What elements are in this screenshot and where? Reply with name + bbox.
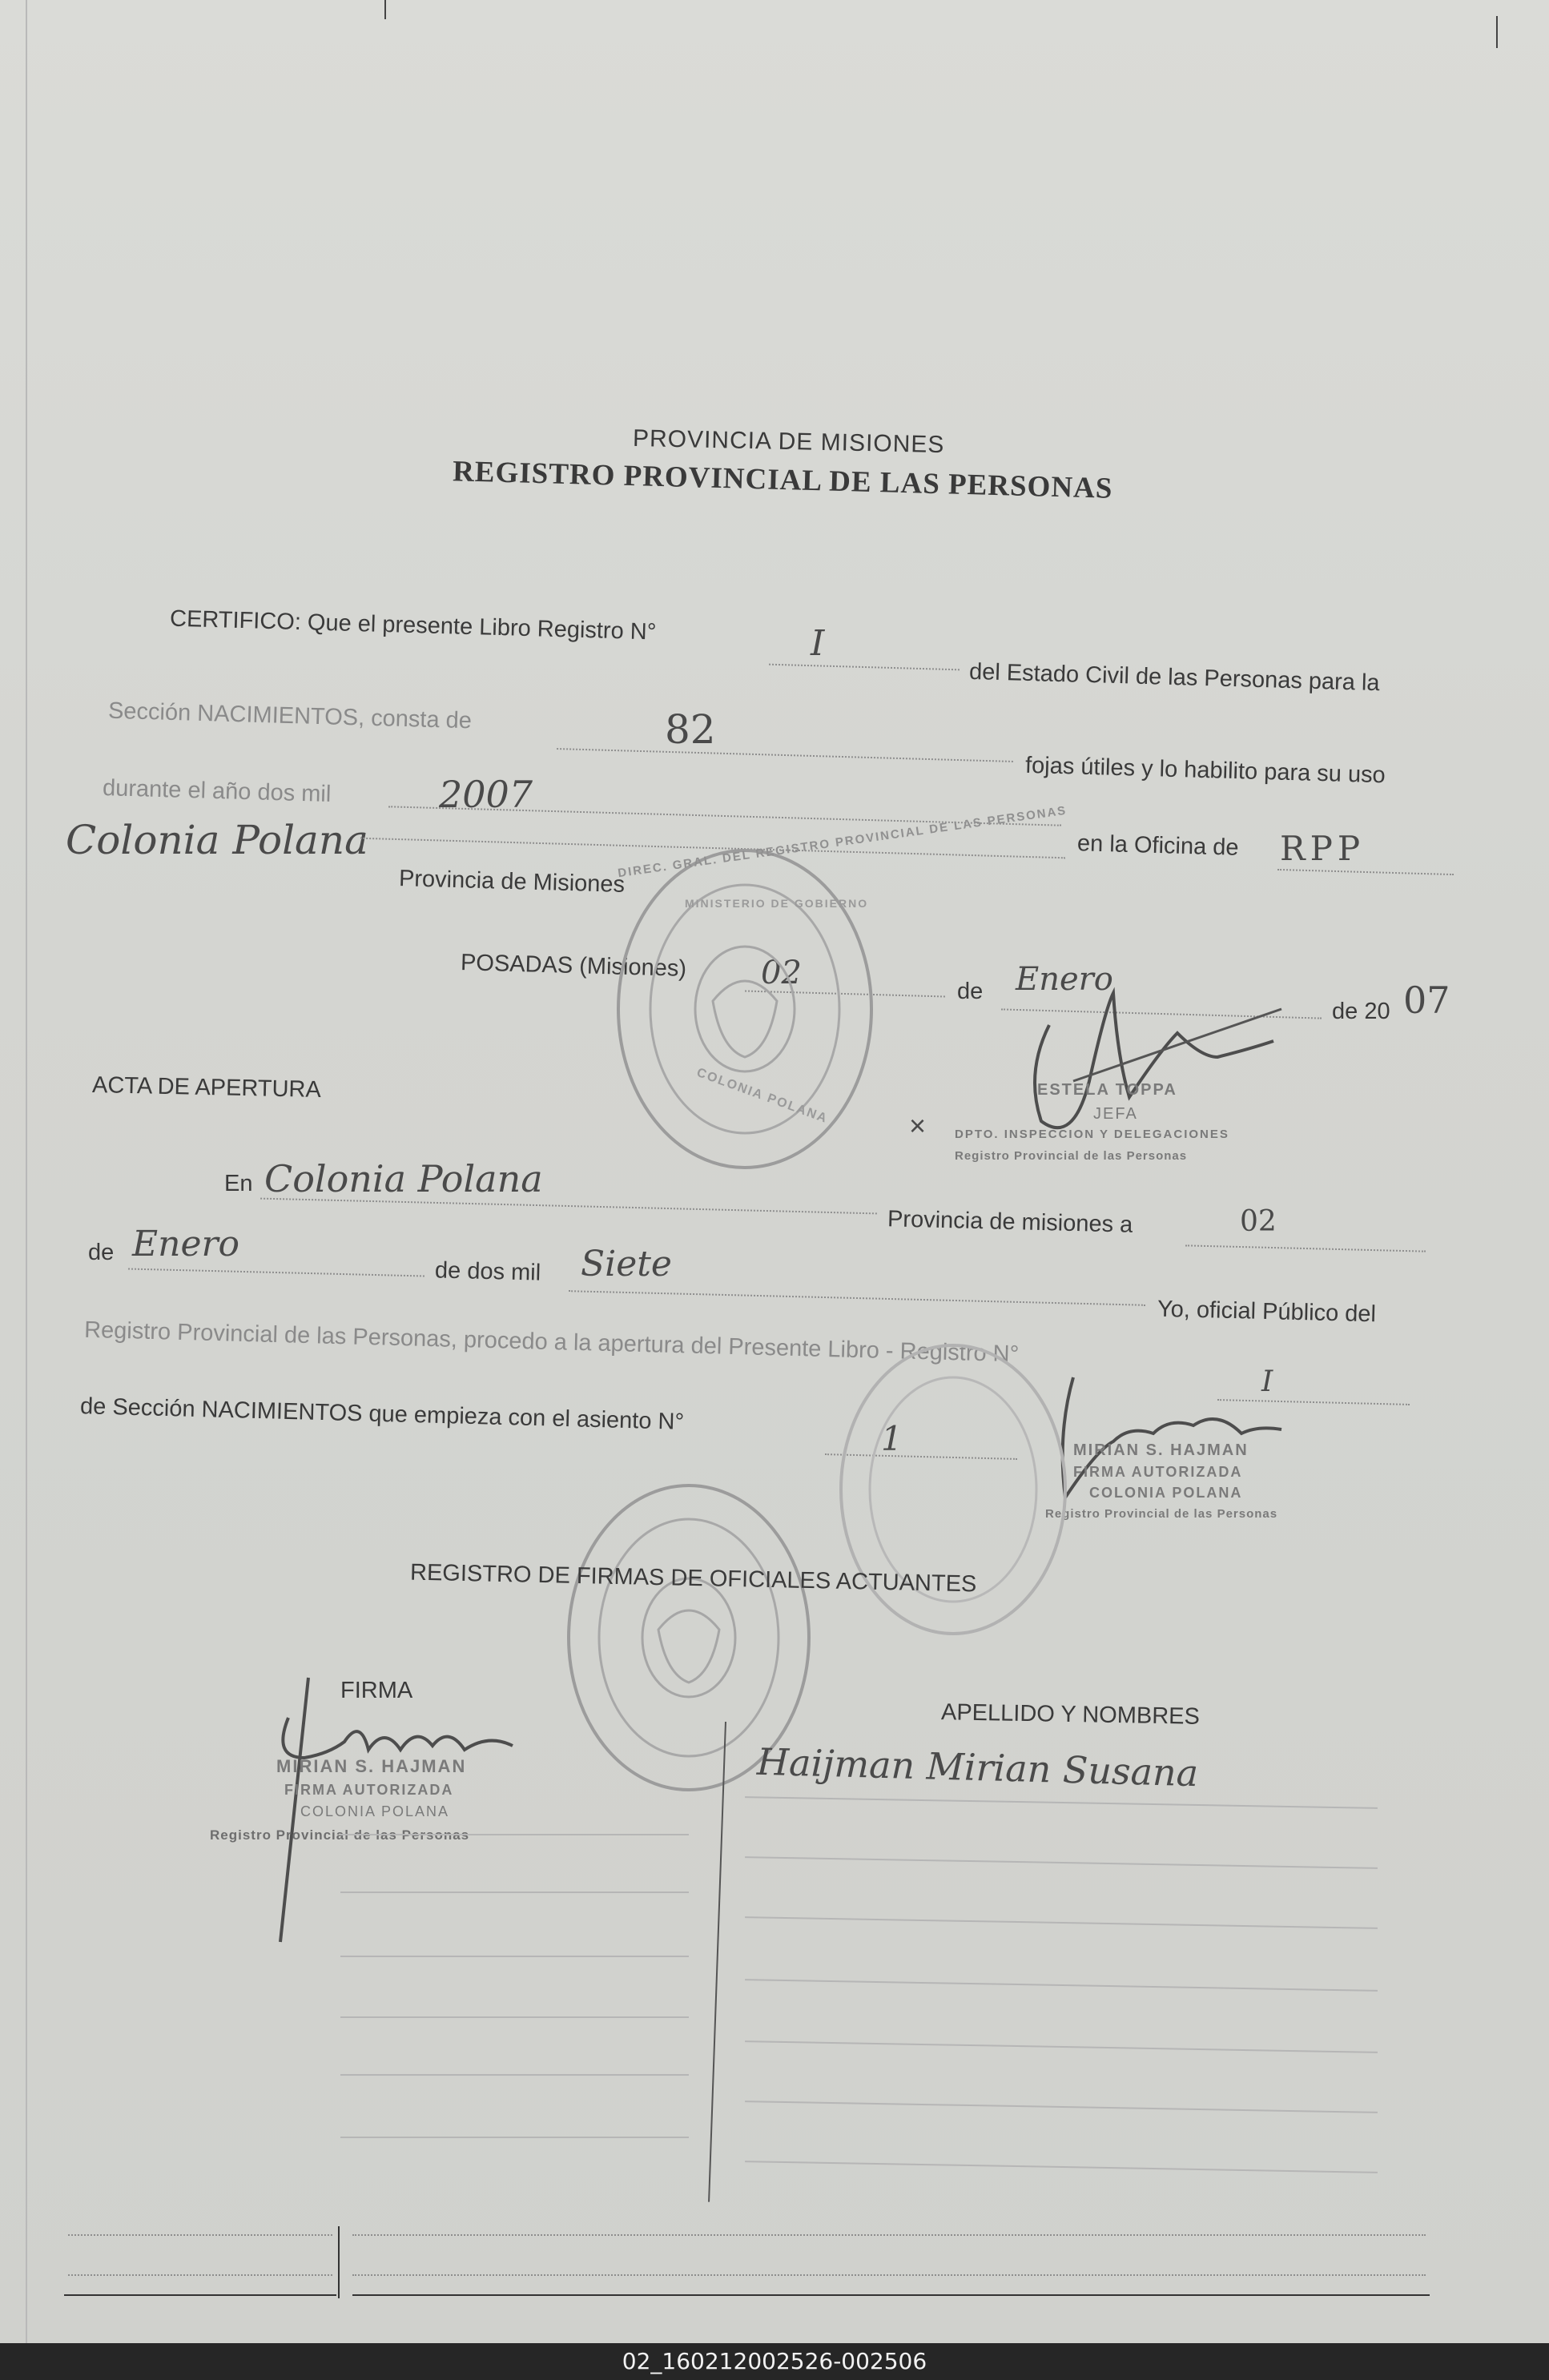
ruled-line: [340, 1834, 689, 1835]
dotted-line: [769, 664, 960, 671]
ruled-line: [340, 2016, 689, 2018]
check-mark: ×: [909, 1109, 927, 1142]
ruled-line: [340, 1892, 689, 1893]
acta-dos-mil-label: de dos mil: [434, 1257, 541, 1286]
cert-anio-corto: 07: [1403, 979, 1450, 1022]
dotted-line: [260, 1198, 877, 1215]
dotted-line: [1185, 1244, 1426, 1252]
stamp-oficial-org-top: Registro Provincial de las Personas: [1045, 1507, 1278, 1521]
dotted-line: [1277, 869, 1454, 875]
stamp-oficial-name-top: MIRIAN S. HAJMAN: [1073, 1441, 1249, 1459]
stamp-jefa-org: Registro Provincial de las Personas: [955, 1149, 1188, 1163]
stamp-oficial-title-top: FIRMA AUTORIZADA: [1073, 1464, 1243, 1480]
file-id: 02_160212002526-002506: [622, 2348, 927, 2374]
acta-dia: 02: [1240, 1205, 1277, 1238]
dotted-line: [569, 1290, 1145, 1306]
official-seal: [609, 841, 881, 1177]
acta-provincia-label: Provincia de misiones a: [887, 1206, 1133, 1238]
bottom-solid-line: [352, 2294, 1430, 2296]
bottom-dotted-line: [68, 2234, 332, 2236]
dotted-line: [557, 748, 1013, 762]
stamp-jefa-title: JEFA: [1093, 1105, 1138, 1123]
seal-outer-text: DIREC. GRAL. DEL REGISTRO PROVINCIAL DE LAS PERSONAS: [617, 803, 1068, 881]
seal-bottom-text: COLONIA POLANA: [694, 1065, 831, 1127]
acta-mes: Enero: [132, 1224, 240, 1264]
file-id-bar: [0, 2343, 1549, 2380]
seal-inner-text: MINISTERIO DE GOBIERNO: [685, 897, 869, 910]
fojas-value: 82: [665, 706, 716, 753]
bottom-dotted-line: [68, 2274, 332, 2276]
official-seal-3: [825, 1329, 1081, 1650]
stamp-oficial-title: FIRMA AUTORIZADA: [284, 1782, 454, 1798]
bottom-divider: [338, 2226, 340, 2298]
provincia-label: Provincia de Misiones: [398, 866, 626, 898]
cert-dia: 02: [761, 955, 802, 991]
cert-line2-suffix: fojas útiles y lo habilito para su uso: [1024, 752, 1386, 789]
col-nombres-header: APELLIDO Y NOMBRES: [940, 1699, 1201, 1730]
acta-line4: de Sección NACIMIENTOS que empieza con el asiento N°: [79, 1393, 685, 1435]
acta-lugar: Colonia Polana: [264, 1157, 543, 1200]
province-heading: PROVINCIA DE MISIONES: [632, 424, 945, 459]
left-margin-line: [26, 0, 27, 2343]
acta-yo-label: Yo, oficial Público del: [1157, 1296, 1377, 1328]
acta-registro-numero: I: [1261, 1365, 1273, 1398]
cert-line1-prefix: CERTIFICO: Que el presente Libro Registro N°: [169, 605, 657, 645]
bottom-dotted-line: [352, 2234, 1426, 2236]
libro-numero: I: [811, 623, 825, 664]
cert-de20-label: de 20: [1332, 999, 1390, 1024]
top-mark: [384, 0, 386, 19]
cert-line2-prefix: Sección NACIMIENTOS, consta de: [107, 698, 473, 734]
anio-value: 2007: [439, 773, 533, 816]
col-firma-header: FIRMA: [340, 1678, 413, 1703]
place-value: Colonia Polana: [66, 817, 368, 863]
stamp-oficial-name: MIRIAN S. HAJMAN: [276, 1756, 467, 1776]
stamp-oficial-org: Registro Provincial de las Personas: [210, 1827, 470, 1843]
cert-de-label: de: [957, 979, 984, 1004]
ruled-line: [745, 1796, 1378, 1809]
cert-line3-prefix: durante el año dos mil: [102, 775, 332, 807]
nombre-1: Haijman Mirian Susana: [756, 1739, 1199, 1795]
ruled-line: [745, 2101, 1378, 2113]
firmas-title: REGISTRO DE FIRMAS DE OFICIALES ACTUANTES: [409, 1559, 977, 1598]
stamp-oficial-place-top: COLONIA POLANA: [1089, 1485, 1243, 1501]
dotted-line: [128, 1268, 424, 1276]
acta-line3: Registro Provincial de las Personas, procedo a la apertura del Presente Libro - Registro N°: [83, 1317, 1020, 1368]
ruled-line: [745, 1856, 1378, 1869]
ruled-line: [745, 1979, 1378, 1992]
acta-en-label: En: [224, 1171, 253, 1196]
ruled-line: [745, 2161, 1378, 2173]
stamp-jefa-name: ESTELA TOPPA: [1037, 1081, 1177, 1099]
stamp-oficial-place: COLONIA POLANA: [300, 1803, 450, 1819]
stamp-jefa-dept: DPTO. INSPECCION Y DELEGACIONES: [955, 1128, 1229, 1141]
bottom-solid-line: [64, 2294, 336, 2296]
cert-line4-suffix: en la Oficina de: [1076, 830, 1239, 861]
ruled-line: [340, 2137, 689, 2138]
ruled-line: [745, 1916, 1378, 1929]
acta-title: ACTA DE APERTURA: [91, 1072, 322, 1103]
top-mark: [1496, 16, 1498, 48]
ruled-line: [340, 2074, 689, 2076]
posadas-label: POSADAS (Misiones): [460, 950, 687, 982]
acta-de-label: de: [88, 1240, 115, 1265]
ruled-line: [340, 1956, 689, 1957]
bottom-dotted-line: [352, 2274, 1426, 2276]
oficina-value: RPP: [1280, 829, 1366, 868]
acta-anio-texto: Siete: [581, 1244, 672, 1284]
cert-mes: Enero: [1016, 961, 1113, 998]
cert-line1-suffix: del Estado Civil de las Personas para la: [968, 658, 1380, 697]
ruled-line: [745, 2040, 1378, 2053]
acta-asiento: 1: [881, 1419, 903, 1458]
registry-heading: REGISTRO PROVINCIAL DE LAS PERSONAS: [452, 455, 1113, 505]
